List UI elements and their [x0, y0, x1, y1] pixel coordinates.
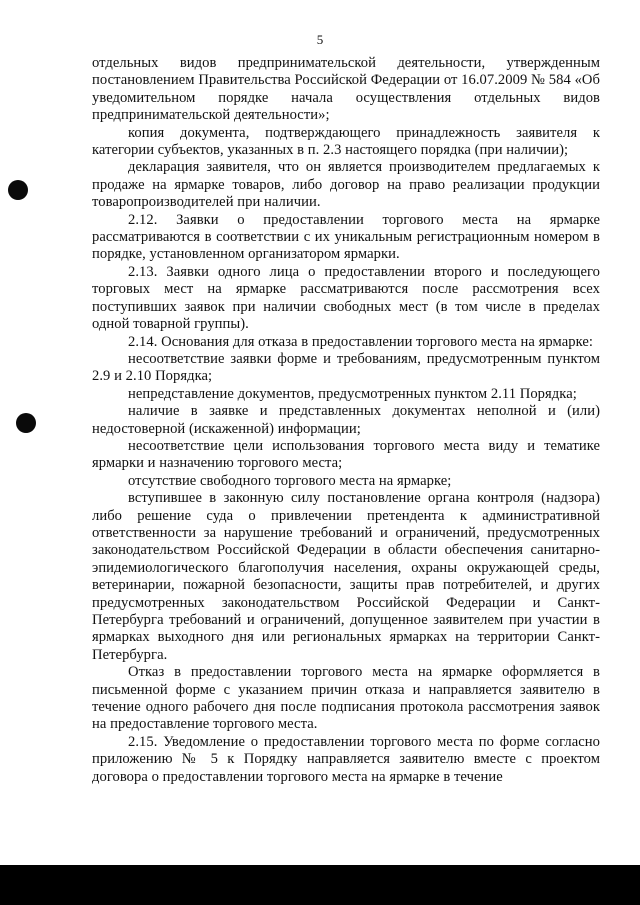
paragraph: несоответствие заявки форме и требованиям, предусмотренным пунктом 2.9 и 2.10 Порядка;: [92, 350, 600, 385]
paragraph: наличие в заявке и представленных документах неполной и (или) недостоверной (искаженной) информации;: [92, 403, 600, 437]
paragraph: 2.13. Заявки одного лица о предоставлении второго и последующего торговых мест на ярмарке рассматриваются после рассмотрения всех поступивших заявок при наличии свободных мест (в том числе в пределах одной товарной группы).: [92, 263, 600, 333]
paragraph: Отказ в предоставлении торгового места на ярмарке оформляется в письменной форме с указанием причин отказа и направляется заявителю в течение одного рабочего дня после подписания протокола рассмотрения заявок на предоставление торгового места.: [92, 664, 600, 733]
punch-hole: [8, 180, 28, 200]
paragraph: отсутствие свободного торгового места на ярмарке;: [128, 472, 452, 489]
paragraph: вступившее в законную силу постановление органа контроля (надзора) либо решение суда о привлечении претендента к административной ответственности за нарушение требований и ограничений, предусмотренных законодательством Российской Федерации в области обеспечения санитарно-эпидемиологического благополучия населения, охраны окружающей среды, ветеринарии, пожарной безопасности, защиты прав потребителей, и других предусмотренных законодательством Российской Федерации и Санкт-Петербурга требований и ограничений, допущенное заявителем при участии в ярмарках выходного дня или региональных ярмарках на территории Санкт-Петербурга.: [92, 490, 600, 663]
paragraph: 2.15. Уведомление о предоставлении торгового места по форме согласно приложению № 5 к Порядку направляется заявителю вместе с проектом договора о предоставлении торгового места на ярмарке в течение: [92, 733, 600, 785]
paragraph: 2.14. Основания для отказа в предоставлении торгового места на ярмарке:: [128, 333, 593, 350]
document-body: [92, 55, 600, 786]
paragraph: отдельных видов предпринимательской деятельности, утвержденным постановлением Правительства Российской Федерации от 16.07.2009 № 584 «Об уведомительном порядке начала осуществления отдельных видов предпринимательской деятельности»;: [92, 55, 600, 124]
paragraph: копия документа, подтверждающего принадлежность заявителя к категории субъектов, указанных в п. 2.3 настоящего порядка (при наличии);: [92, 124, 600, 159]
page-number: 5: [316, 32, 324, 47]
paragraph: декларация заявителя, что он является производителем предлагаемых к продаже на ярмарке товаров, либо договор на право реализации продукции товаропроизводителей при наличии.: [92, 159, 600, 211]
paragraph: непредставление документов, предусмотренных пунктом 2.11 Порядка;: [128, 385, 577, 402]
scan-border: [0, 865, 640, 905]
paragraph: 2.12. Заявки о предоставлении торгового места на ярмарке рассматриваются в соответствии с их уникальным регистрационным номером в порядке, установленном организатором ярмарки.: [92, 211, 600, 263]
punch-hole: [16, 413, 36, 433]
paragraph: несоответствие цели использования торгового места виду и тематике ярмарки и назначению торгового места;: [92, 437, 600, 472]
